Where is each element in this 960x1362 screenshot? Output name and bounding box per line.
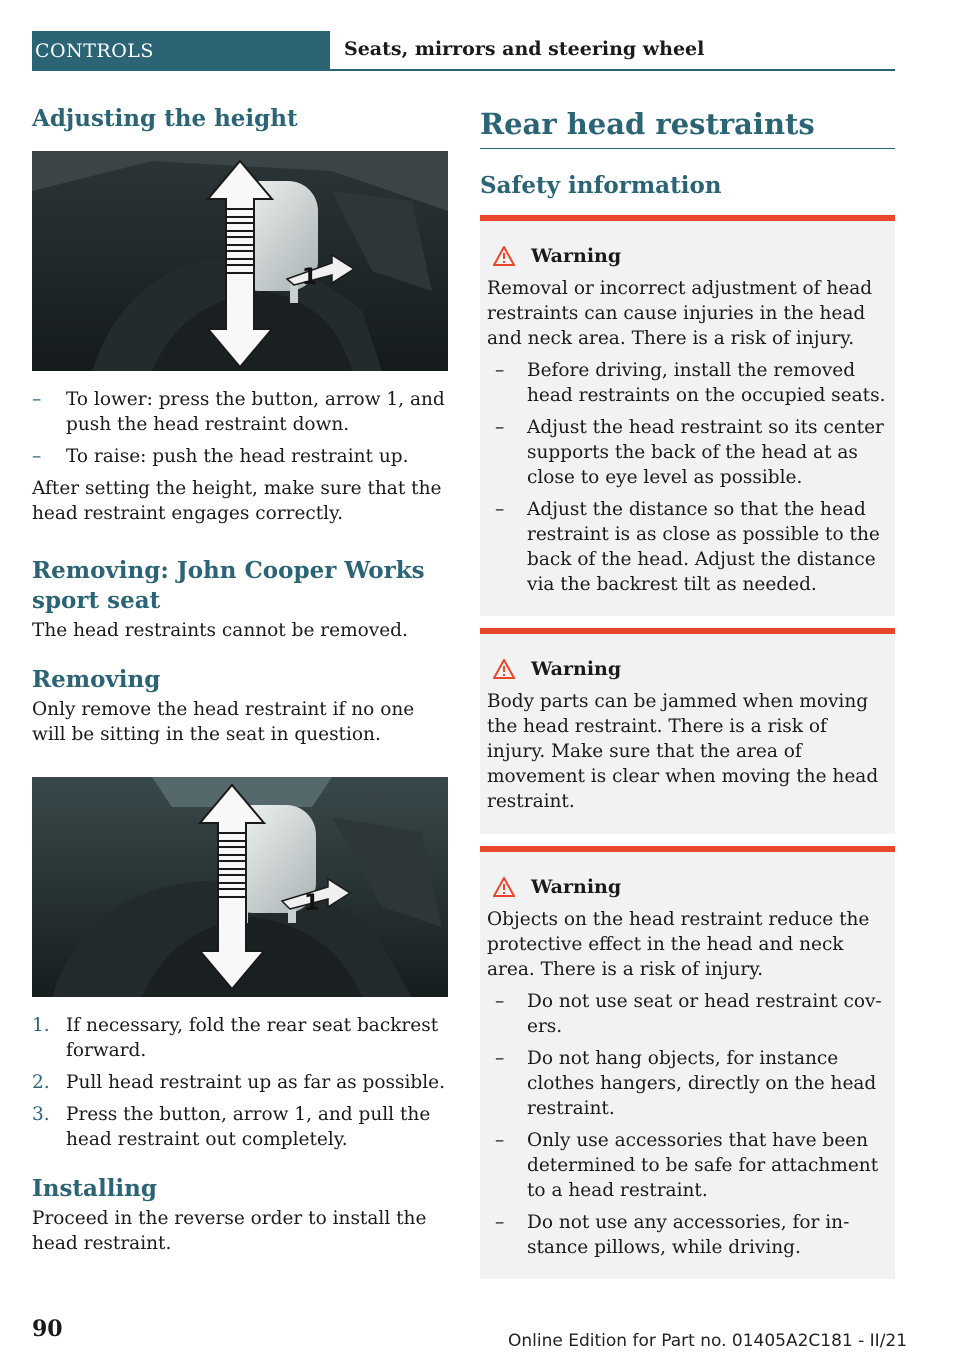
warning-label: Warning	[531, 876, 622, 898]
callout-1: 1	[302, 265, 318, 290]
list-item: – To raise: push the head restraint up.	[32, 446, 409, 467]
list-item: 1. If necessary, fold the rear seat backrest forward.	[32, 1015, 439, 1061]
warning-text: Body parts can be jammed when moving the head restraint. There is a risk of injury. Make sure that the area of movement is clear when moving the head restraint.	[487, 691, 879, 812]
head-restraint-adjust-image	[32, 151, 448, 371]
list-item: – To lower: press the button, arrow 1, and push the head restraint down.	[32, 389, 445, 435]
warning-label: Warning	[531, 658, 622, 680]
list-item: – Do not use seat or head restraint cov-ers.	[495, 991, 882, 1037]
warning-triangle-icon	[493, 659, 515, 679]
list-item: 2. Pull head restraint up as far as possible.	[32, 1072, 445, 1093]
dash-marker: –	[32, 446, 42, 467]
chapter-title: Seats, mirrors and steering wheel	[344, 38, 705, 60]
right-column	[480, 104, 895, 1279]
warning-triangle-icon	[493, 246, 515, 266]
adjust-note: After setting the height, make sure that the head restraint engages correctly.	[32, 478, 442, 524]
warning-text: Removal or incorrect adjustment of head restraints can cause injuries in the head and neck area. There is a risk of injury.	[487, 278, 873, 349]
dash-marker: –	[495, 1130, 505, 1151]
list-item: – Adjust the head restraint so its center supports the back of the head at as close to eye level as possible.	[495, 417, 884, 488]
warning-box	[480, 215, 895, 616]
warning-items	[487, 358, 887, 597]
warning-header	[487, 243, 887, 269]
dash-marker: –	[32, 389, 42, 410]
warning-items	[487, 989, 887, 1260]
installing-heading: Installing	[32, 1175, 157, 1202]
warning-triangle-icon	[493, 877, 515, 897]
list-item: 3. Press the button, arrow 1, and pull the head restraint out completely.	[32, 1104, 431, 1150]
list-item: – Only use accessories that have been determined to be safe for attachment to a head restraint.	[495, 1130, 879, 1201]
list-item: – Before driving, install the removed head restraints on the occupied seats.	[495, 360, 886, 406]
installing-text: Proceed in the reverse order to install the head restraint.	[32, 1208, 427, 1254]
page-header	[32, 31, 895, 71]
rear-head-restraints-heading: Rear head restraints	[480, 107, 815, 141]
dash-marker: –	[495, 417, 505, 438]
step-number: 3.	[32, 1104, 50, 1125]
removing-text: Only remove the head restraint if no one will be sitting in the seat in question.	[32, 699, 415, 745]
step-number: 1.	[32, 1015, 50, 1036]
dash-marker: –	[495, 1048, 505, 1069]
page-number: 90	[32, 1316, 63, 1342]
removing-jcw-heading: Removing: John Cooper Works sport seat	[32, 557, 425, 614]
callout-1: 1	[304, 891, 320, 916]
section-rule	[480, 148, 895, 149]
warning-text: Objects on the head restraint reduce the protective effect in the head and neck area. There is a risk of injury.	[487, 909, 870, 980]
warning-header	[487, 874, 887, 900]
header-rule	[330, 69, 895, 71]
head-restraint-illustration	[32, 777, 448, 997]
head-restraint-illustration	[32, 151, 448, 371]
list-item: – Do not hang objects, for instance clothes hangers, directly on the head restraint.	[495, 1048, 877, 1119]
list-item: – Adjust the distance so that the head restraint is as close as possible to the back of the head. Adjust the distance via the backrest tilt as needed.	[495, 499, 880, 595]
warning-label: Warning	[531, 245, 622, 267]
dash-marker: –	[495, 360, 505, 381]
dash-marker: –	[495, 991, 505, 1012]
removing-heading: Removing	[32, 666, 161, 693]
adjust-steps-list	[32, 387, 448, 469]
warning-header	[487, 656, 887, 682]
safety-information-heading: Safety information	[480, 172, 722, 199]
list-item: – Do not use any accessories, for in-stance pillows, while driving.	[495, 1212, 850, 1258]
warning-box	[480, 846, 895, 1279]
warning-box	[480, 628, 895, 834]
section-tab: CONTROLS	[32, 31, 330, 71]
step-number: 2.	[32, 1072, 50, 1093]
dash-marker: –	[495, 1212, 505, 1233]
left-column	[32, 104, 448, 1256]
removing-steps-list	[32, 1013, 448, 1152]
dash-marker: –	[495, 499, 505, 520]
edition-note: Online Edition for Part no. 01405A2C181 - II/21	[508, 1331, 908, 1351]
removing-jcw-text: The head restraints cannot be removed.	[32, 620, 408, 641]
head-restraint-remove-image	[32, 777, 448, 997]
adjusting-height-heading: Adjusting the height	[32, 105, 298, 132]
